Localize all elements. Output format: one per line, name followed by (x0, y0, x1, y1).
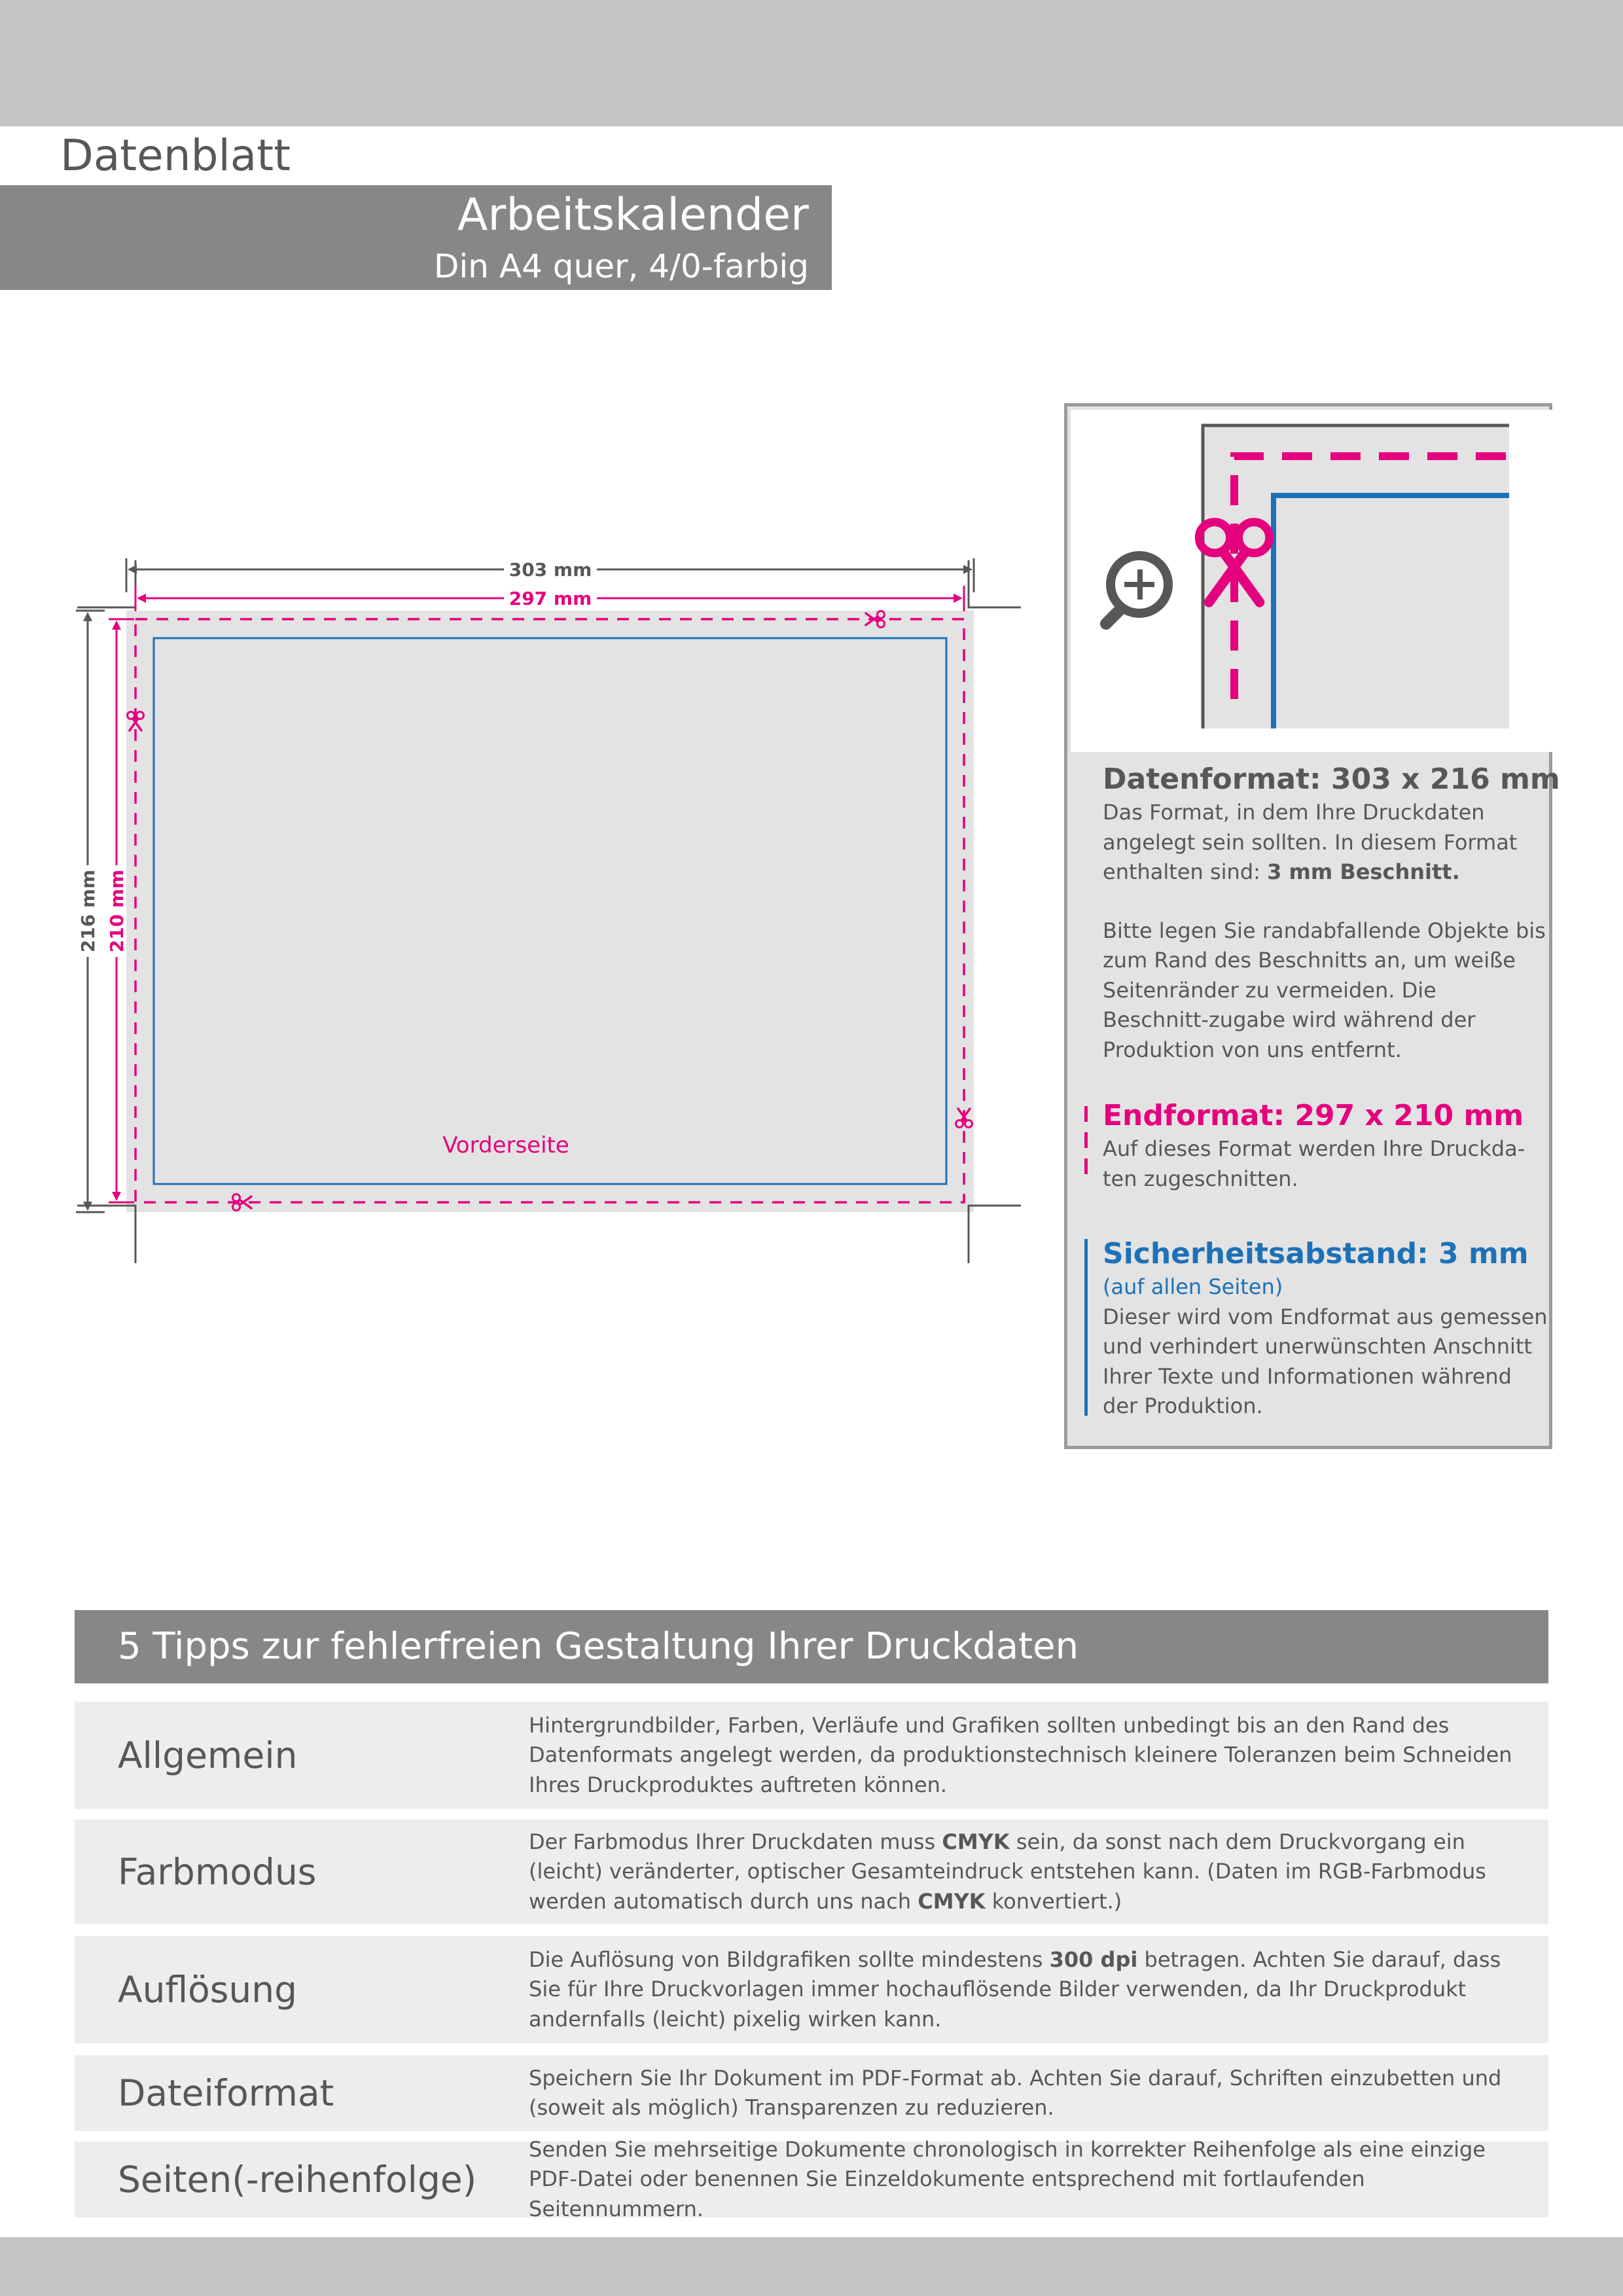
data-format-text-bold: 3 mm Beschnitt. (1267, 859, 1460, 884)
tip-row-seiten (75, 2136, 1548, 2221)
zoom-in-icon (1106, 556, 1168, 624)
tip-text-content: Speichern Sie Ihr Dokument im PDF-Format ab. Achten Sie darauf, Schriften einzubetten und (soweit als möglich) Transparenzen zu reduzieren. (529, 2065, 1502, 2120)
doc-label: Datenblatt (60, 130, 291, 181)
tip-label: Auflösung (118, 1969, 298, 2011)
tip-text-bold: CMYK (942, 1829, 1010, 1854)
format-diagram (0, 537, 1060, 1296)
dimension-height-data (76, 611, 105, 1212)
tip-text-part: Der Farbmodus Ihrer Druckdaten muss (529, 1829, 942, 1854)
data-format-text-main: Das Format, in dem Ihre Druckdaten angelegt sein sollten. In diesem Format enthalten sind: (1103, 800, 1518, 884)
final-format-accent-bar (1084, 1106, 1088, 1183)
final-format-text: Auf dieses Format werden Ihre Druckda-ten zugeschnitten. (1103, 1136, 1525, 1191)
page-title: Arbeitskalender (457, 189, 809, 241)
tip-label: Allgemein (118, 1734, 298, 1776)
tip-text-part: konvertiert.) (985, 1888, 1122, 1914)
data-format-area (126, 611, 974, 1212)
safety-info (1103, 1236, 1548, 1422)
tip-text (529, 1936, 1535, 2043)
tip-text-bold: CMYK (918, 1888, 986, 1914)
header-band (0, 0, 1623, 126)
tip-text-content (529, 1827, 1535, 1917)
zoom-data-format-area (1203, 425, 1509, 728)
width-final-label: 297 mm (508, 588, 592, 609)
tip-row-farbmodus (75, 1820, 1548, 1924)
data-format-title: Datenformat: 303 x 216 mm (1103, 762, 1560, 796)
safety-accent-bar (1084, 1239, 1088, 1416)
tip-text (529, 1702, 1535, 1809)
final-format-title: Endformat: 297 x 210 mm (1103, 1099, 1524, 1132)
safety-subtitle: (auf allen Seiten) (1103, 1274, 1283, 1299)
tip-text-part: betragen. Achten Sie darauf, dass Sie für Ihre Druckvorlagen immer hochauflösende Bilder verwenden, da Ihr Druckprodukt andernfalls (leicht) pixelig wirken kann. (529, 1946, 1501, 2032)
safety-title: Sicherheitsabstand: 3 mm (1103, 1237, 1529, 1270)
page-subtitle: Din A4 quer, 4/0-farbig (433, 247, 809, 285)
height-data-label: 216 mm (77, 869, 99, 953)
width-data-label: 303 mm (508, 559, 592, 581)
tips-title: 5 Tipps zur fehlerfreien Gestaltung Ihrer Druckdaten (118, 1625, 1079, 1668)
tip-text-content: Hintergrundbilder, Farben, Verläufe und Grafiken sollten unbedingt bis an den Rand des Datenformats angelegt werden, da produktionstechnisch kleinere Toleranzen beim Schneiden Ihres Druckproduktes auftreten können. (529, 1712, 1512, 1797)
tip-label: Seiten(-reihenfolge) (118, 2159, 477, 2200)
safety-text: Dieser wird vom Endformat aus gemessen und verhindert unerwünschten Anschnitt Ihrer Texte und Informationen während der Produktion. (1103, 1304, 1548, 1418)
tip-text-bold: 300 dpi (1049, 1946, 1138, 1972)
tip-text-content: Senden Sie mehrseitige Dokumente chronologisch in korrekter Reihenfolge als eine einzige PDF-Datei oder benennen Sie Einzeldokumente entsprechend mit fortlaufenden Seitennummern. (529, 2136, 1486, 2221)
tip-label: Farbmodus (118, 1851, 317, 1893)
tip-row-aufloesung (75, 1936, 1548, 2043)
tip-label: Dateiformat (118, 2072, 334, 2114)
dimension-width-final (135, 586, 964, 611)
tip-row-allgemein (75, 1702, 1548, 1809)
data-format-text2: Bitte legen Sie randabfallende Objekte bis zum Rand des Beschnitts an, um weiße Seitenränder zu vermeiden. Die Beschnitt-zugabe wird während der Produktion von uns entfernt. (1103, 918, 1546, 1062)
side-label: Vorderseite (442, 1132, 569, 1158)
data-format-info (1103, 761, 1560, 1065)
tip-text (529, 1820, 1535, 1924)
final-format-info (1103, 1098, 1548, 1194)
tip-text-content (529, 1945, 1535, 2035)
tip-text (529, 2136, 1535, 2221)
footer-band (0, 2237, 1623, 2296)
height-final-label: 210 mm (106, 869, 128, 953)
tip-text (529, 2055, 1535, 2131)
tip-row-dateiformat (75, 2055, 1548, 2131)
zoom-detail-graphic (1067, 406, 1549, 749)
data-format-text (1103, 798, 1548, 888)
tip-text-part: sein, da sonst nach dem Druckvorgang ein (leicht) veränderter, optischer Gesamteindruck entstehen kann. (Daten im RGB-Farbmodus werden automatisch durch uns nach (529, 1829, 1486, 1914)
tip-text-part: Die Auflösung von Bildgrafiken sollte mindestens (529, 1946, 1050, 1972)
